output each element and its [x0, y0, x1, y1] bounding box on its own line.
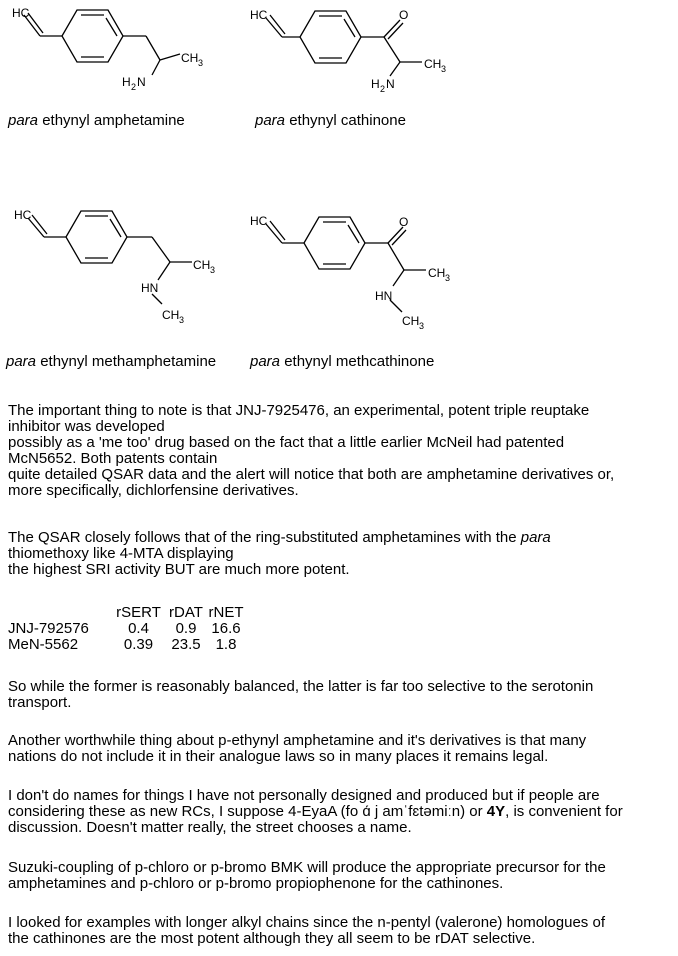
structure-ethynyl-cathinone — [238, 0, 468, 100]
svg-text:HC: HC — [250, 214, 268, 228]
svg-text:HC: HC — [12, 6, 30, 20]
svg-text:H: H — [122, 75, 131, 89]
svg-text:O: O — [399, 215, 409, 229]
svg-text:HC: HC — [14, 208, 32, 222]
table-row: MeN-5562 0.39 23.5 1.8 — [8, 636, 237, 653]
svg-text:H: H — [371, 77, 380, 91]
svg-text:3: 3 — [210, 265, 216, 275]
molecule-drawing — [238, 200, 478, 335]
svg-text:N: N — [137, 75, 146, 89]
molecule-drawing — [0, 0, 230, 100]
caption-ethynyl-methamphetamine: para ethynyl methamphetamine — [6, 353, 217, 370]
molecule-drawing — [238, 0, 468, 100]
paragraph-synthesis: Suzuki-coupling of p-chloro or p-bromo BMK will produce the appropriate precursor for the amphetamines and p-chloro or p-bromo propiophenone for the cathinones. — [8, 859, 606, 892]
paragraph-jnj-background: The important thing to note is that JNJ-7925476, an experimental, potent triple reuptake inhibitor was developed possibly as a 'me too' drug based on the fact that a little earlier McNeil had patented McN5652. Both patents contain quite detailed QSAR data and the alert will notice that both are amphetamine derivatives or, more specifically, dichlorfensine derivatives. — [8, 402, 615, 499]
table-row: JNJ-792576 0.4 0.9 16.6 — [8, 620, 241, 637]
structure-ethynyl-methcathinone — [238, 200, 478, 335]
svg-text:3: 3 — [441, 64, 447, 74]
paragraph-alkyl-chains: I looked for examples with longer alkyl chains since the n-pentyl (valerone) homologues of the cathinones are the most potent although they all seem to be rDAT selective. — [8, 914, 605, 947]
svg-text:CH: CH — [162, 308, 180, 322]
svg-text:3: 3 — [419, 321, 425, 331]
svg-text:CH: CH — [424, 57, 442, 71]
paragraph-qsar: The QSAR closely follows that of the ring-substituted amphetamines with the para thiomethoxy like 4-MTA displaying the highest SRI activity BUT are much more potent. — [8, 529, 551, 578]
molecule-drawing — [0, 200, 240, 330]
svg-text:3: 3 — [179, 315, 185, 325]
paragraph-selectivity: So while the former is reasonably balanced, the latter is far too selective to the serotonin transport. — [8, 678, 594, 711]
paragraph-naming: I don't do names for things I have not personally designed and produced but if people are considering these as new RCs, I suppose 4-EyaA (fo ɑ́ j amˈfɛtəmiːn) or 4Y, is convenient for discussion. Doesn't matter really, the street chooses a name. — [8, 787, 623, 836]
caption-ethynyl-amphetamine: para ethynyl amphetamine — [8, 112, 185, 129]
svg-text:2: 2 — [380, 84, 386, 94]
paragraph-legality: Another worthwhile thing about p-ethynyl amphetamine and it's derivatives is that many nations do not include it in their analogue laws so in many places it remains legal. — [8, 732, 587, 765]
svg-text:CH: CH — [402, 314, 420, 328]
svg-text:CH: CH — [428, 266, 446, 280]
caption-ethynyl-methcathinone: para ethynyl methcathinone — [250, 353, 435, 370]
svg-text:HN: HN — [141, 281, 159, 295]
svg-text:CH: CH — [181, 51, 199, 65]
svg-text:HN: HN — [375, 289, 393, 303]
structure-ethynyl-amphetamine — [0, 0, 230, 100]
qsar-table — [8, 605, 246, 653]
svg-text:HC: HC — [250, 8, 268, 22]
svg-text:CH: CH — [193, 258, 211, 272]
structure-ethynyl-methamphetamine — [0, 200, 240, 330]
svg-text:3: 3 — [445, 273, 451, 283]
svg-text:3: 3 — [198, 58, 204, 68]
table-header-row: rSERT rDAT rNET — [116, 604, 244, 621]
svg-text:N: N — [386, 77, 395, 91]
svg-text:2: 2 — [131, 82, 137, 92]
svg-text:O: O — [399, 8, 409, 22]
caption-ethynyl-cathinone: para ethynyl cathinone — [255, 112, 406, 129]
